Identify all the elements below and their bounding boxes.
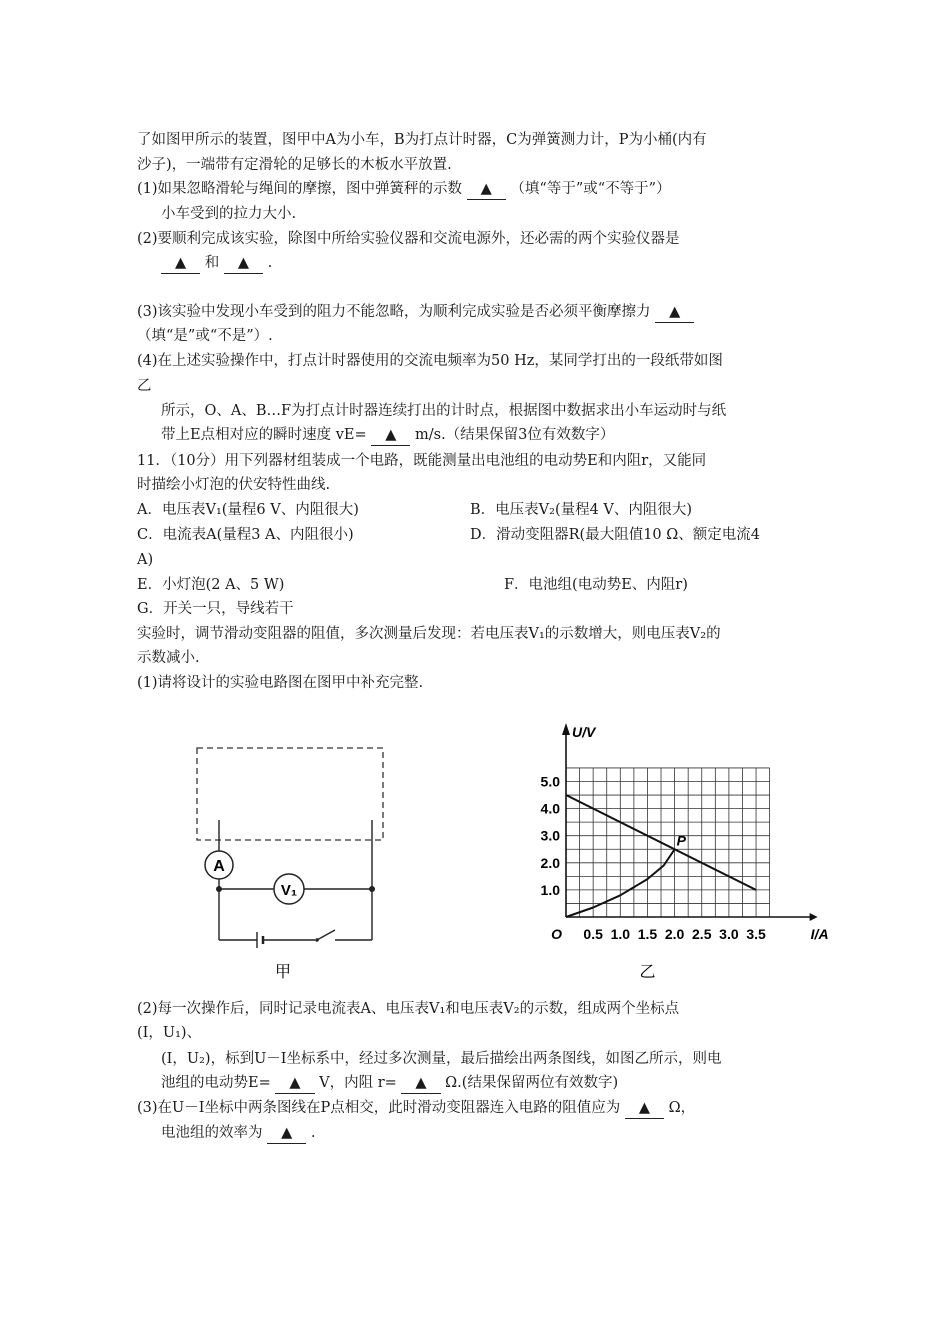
option-d: D．滑动变阻器R(最大阻值10 Ω、额定电流4	[470, 527, 761, 543]
x-tick-label: 3.5	[746, 926, 766, 942]
subquestion-3-line-1	[137, 1098, 695, 1119]
subquestion-1: (1)请将设计的实验电路图在图甲中补充完整.	[137, 675, 424, 691]
question-2-and: 和	[204, 255, 220, 271]
experiment-line-1: 实验时，调节滑动变阻器的阻值，多次测量后发现：若电压表V₁的示数增大，则电压表V₂的	[137, 626, 721, 642]
option-c: C．电流表A(量程3 A、内阻很小)	[137, 527, 354, 543]
precision-text: Ω.(结果保留两位有效数字)	[445, 1075, 619, 1091]
x-tick-label: 1.0	[610, 926, 631, 942]
chart-grid	[566, 768, 770, 917]
question-1-cont: 小车受到的拉力大小.	[161, 206, 297, 222]
answer-blank: ▲	[655, 302, 694, 323]
option-e: E．小灯泡(2 A、5 W)	[137, 577, 285, 593]
voltmeter-label: V₁	[280, 882, 298, 899]
question-4-unit: m/s.（结果保留3位有效数字）	[415, 427, 615, 443]
answer-blank: ▲	[267, 1123, 306, 1144]
question-2-blanks	[161, 253, 272, 274]
intersection-label: P	[676, 832, 686, 849]
figure-caption-jia: 甲	[274, 964, 292, 981]
option-a: A．电压表V₁(量程6 V、内阻很大)	[137, 502, 359, 518]
subquestion-2-line-2: (I，U₁)、	[137, 1025, 202, 1041]
answer-blank: ▲	[625, 1098, 664, 1119]
question-1-text: (1)如果忽略滑轮与绳间的摩擦，图中弹簧秤的示数	[137, 181, 463, 197]
question-4-line-c: 所示，O、A、B…F为打点计时器连续打出的计时点，根据图中数据求出小车运动时与纸	[161, 403, 727, 419]
y-axis-arrow	[562, 723, 570, 735]
subquestion-3-text: (3)在U－I坐标中两条图线在P点相交，此时滑动变阻器连入电路的阻值应为	[137, 1100, 621, 1116]
x-tick-label: 3.0	[719, 926, 739, 942]
option-f: F．电池组(电动势E、内阻r)	[504, 577, 688, 593]
option-d-cont: A)	[137, 552, 154, 568]
subquestion-3-line-2	[161, 1123, 315, 1144]
text-line-2: 沙子)，一端带有定滑轮的足够长的木板水平放置.	[137, 157, 452, 173]
dashed-box	[197, 748, 383, 840]
emf-text: 池组的电动势E=	[161, 1075, 271, 1091]
answer-blank: ▲	[224, 253, 263, 274]
option-g: G．开关一只，导线若干	[137, 601, 294, 617]
question-3-line	[137, 302, 694, 323]
question-4-line-d	[161, 425, 614, 446]
y-tick-label: 1.0	[540, 881, 560, 898]
answer-blank: ▲	[371, 425, 410, 446]
x-tick-label: 1.5	[637, 926, 658, 942]
x-axis-arrow	[810, 913, 818, 921]
figure-caption-yi: 乙	[639, 964, 656, 980]
question-1-hint: （填“等于”或“不等于”）	[510, 181, 671, 197]
text-line-1: 了如图甲所示的装置，图甲中A为小车，B为打点计时器，C为弹簧测力计，P为小桶(内有	[137, 132, 707, 148]
problem-11-line-2: 时描绘小灯泡的伏安特性曲线.	[137, 477, 331, 493]
question-2-end: .	[267, 255, 273, 271]
subquestion-2-line-3: (I，U₂)，标到U－I坐标系中，经过多次测量，最后描绘出两条图线，如图乙所示，则电	[161, 1051, 722, 1067]
question-3-text: (3)该实验中发现小车受到的阻力不能忽略，为顺利完成实验是否必须平衡摩擦力	[137, 304, 651, 320]
problem-11-line-1: 11．（10分）用下列器材组装成一个电路，既能测量出电池组的电动势E和内阻r，又能同	[137, 453, 707, 469]
question-3-hint: （填“是”或“不是”）.	[137, 328, 273, 344]
subquestion-2-line-1: (2)每一次操作后，同时记录电流表A、电压表V₁和电压表V₂的示数，组成两个坐标点	[137, 1001, 680, 1017]
question-4-line: (4)在上述实验操作中，打点计时器使用的交流电频率为50 Hz，某同学打出的一段纸带如图	[137, 353, 723, 369]
efficiency-text: 电池组的效率为	[161, 1125, 263, 1141]
option-b: B．电压表V₂(量程4 V、内阻很大)	[470, 502, 693, 518]
ui-chart	[520, 715, 830, 980]
resistance-text: V，内阻 r=	[319, 1075, 397, 1091]
answer-blank: ▲	[161, 253, 200, 274]
x-tick-label: 2.0	[664, 926, 685, 942]
origin-label: O	[551, 926, 562, 942]
ohm-unit: Ω，	[668, 1100, 696, 1116]
question-1-line	[137, 179, 671, 200]
y-tick-label: 4.0	[540, 800, 560, 817]
answer-blank: ▲	[467, 179, 506, 200]
x-axis-label: I/A	[810, 926, 829, 942]
x-tick-label: 0.5	[583, 926, 603, 942]
answer-blank: ▲	[275, 1073, 314, 1094]
switch-icon	[317, 930, 335, 940]
question-2-line: (2)要顺利完成该实验，除图中所给实验仪器和交流电源外，还必需的两个实验仪器是	[137, 231, 680, 247]
subquestion-2-line-4	[161, 1073, 618, 1094]
period: .	[310, 1125, 316, 1141]
circuit-diagram	[185, 740, 395, 985]
ammeter-label: A	[213, 858, 225, 875]
y-tick-label: 5.0	[540, 773, 560, 790]
answer-blank: ▲	[401, 1073, 440, 1094]
y-axis-label: U/V	[572, 724, 596, 740]
experiment-line-2: 示数减小.	[137, 650, 200, 666]
question-4-line-b: 乙	[137, 378, 152, 394]
y-tick-label: 2.0	[540, 854, 560, 871]
question-4-velocity: 带上E点相对应的瞬时速度 vE=	[161, 427, 367, 443]
x-tick-label: 2.5	[692, 926, 712, 942]
y-tick-label: 3.0	[540, 827, 560, 844]
